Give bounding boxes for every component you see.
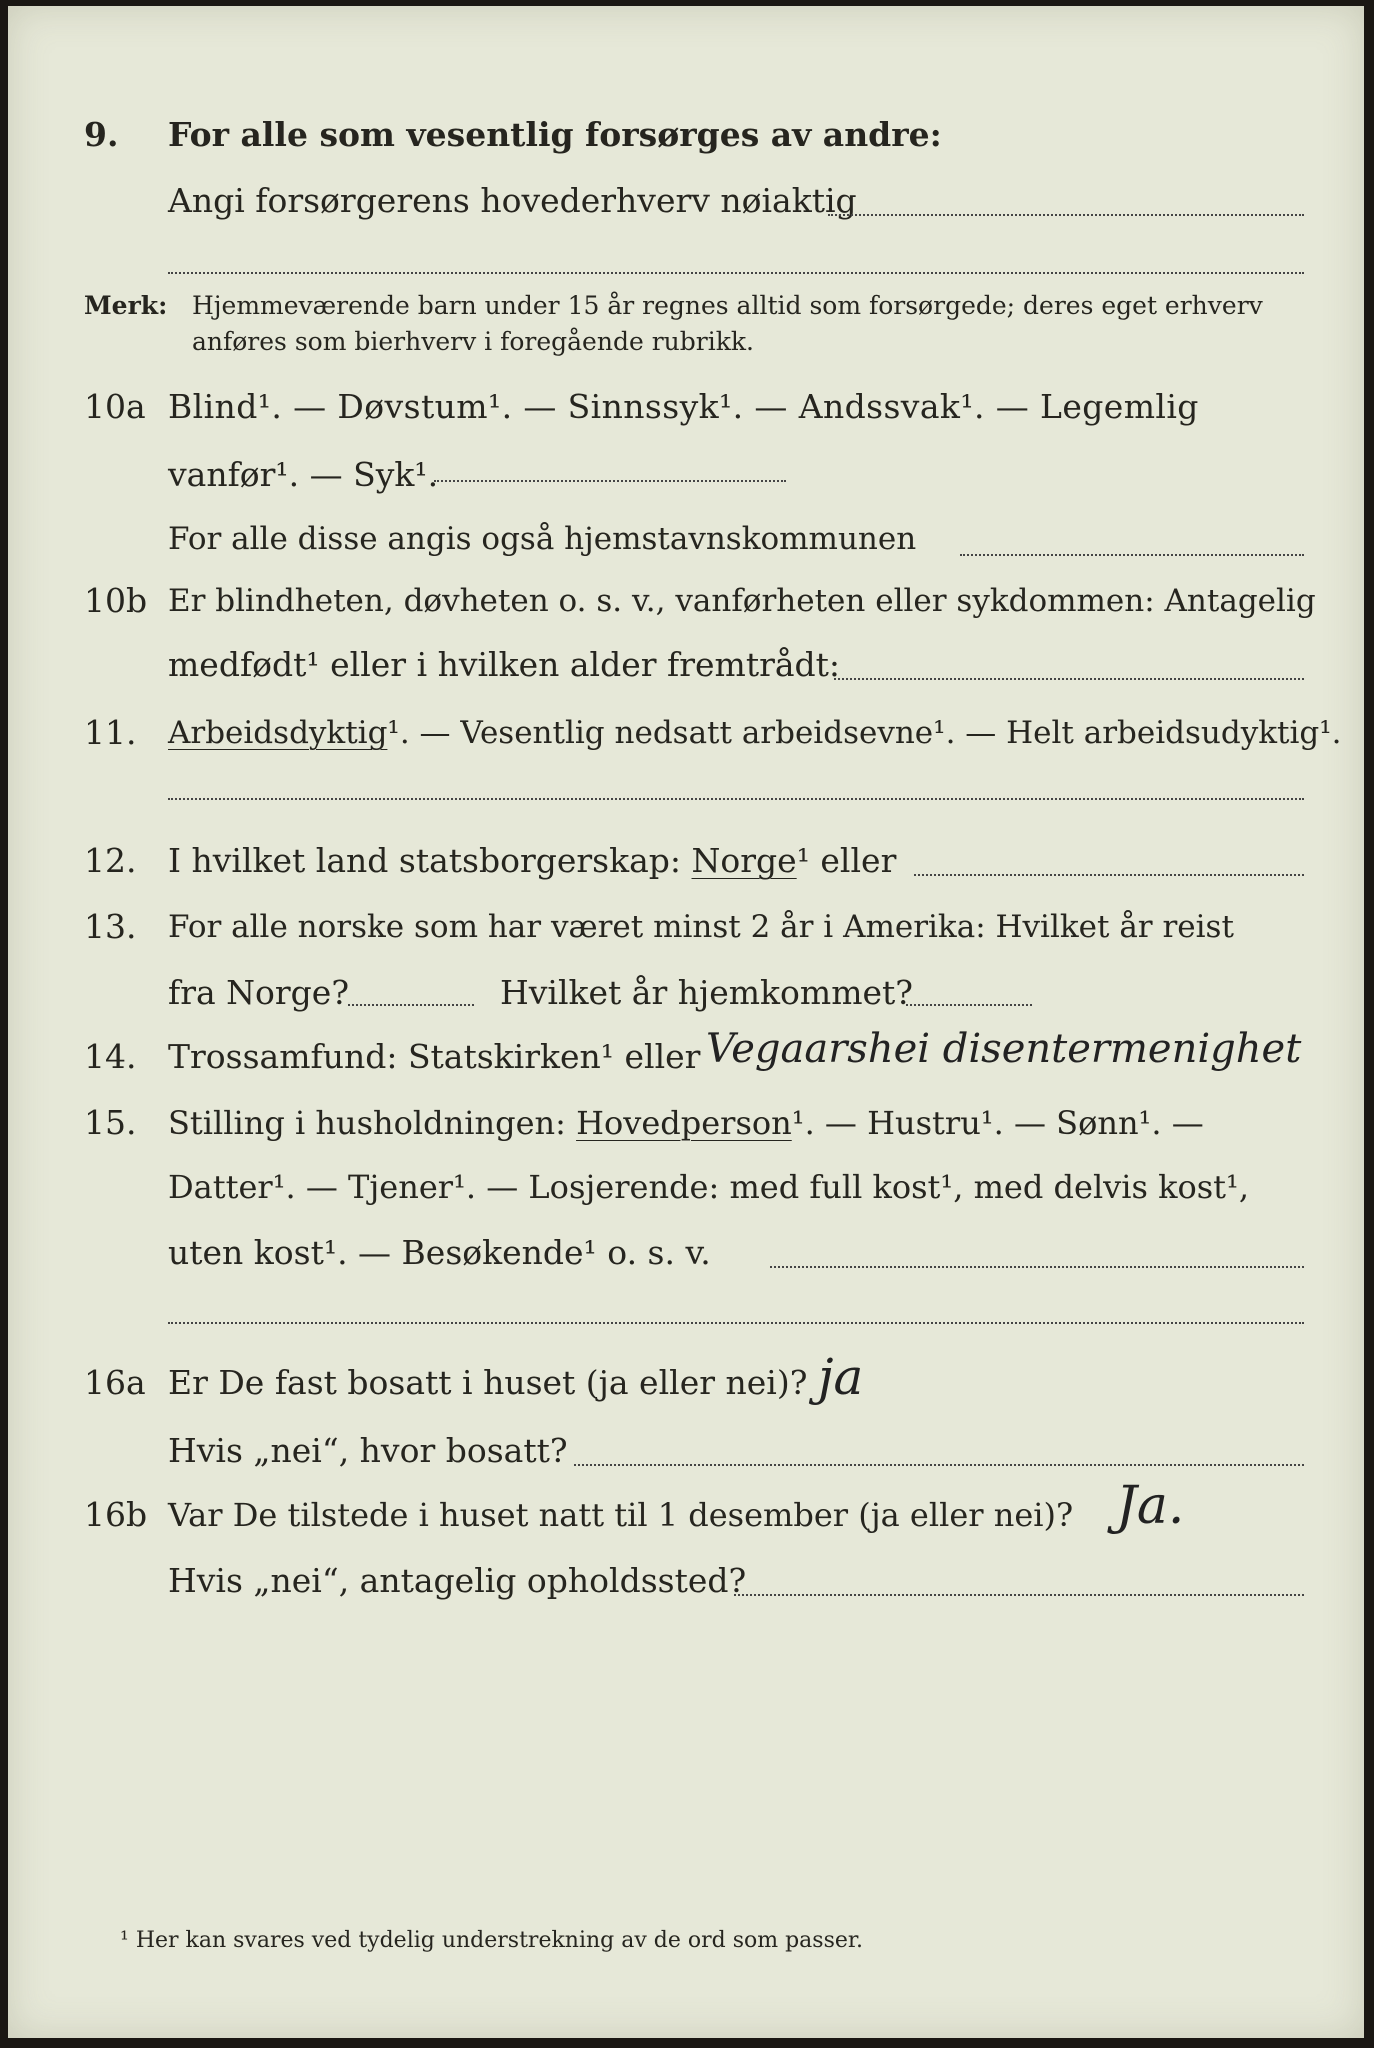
- q16b-text-1: Var De tilstede i huset natt til 1 desember (ja eller nei)?: [168, 1496, 1074, 1534]
- q9-row-2: [8, 176, 1364, 236]
- q16a-text-2: Hvis „nei“, hvor bosatt?: [168, 1431, 568, 1470]
- q10b-answer-line[interactable]: [834, 678, 1304, 680]
- q15-row-2: [8, 1162, 1364, 1222]
- q15-question: Stilling i husholdningen:: [168, 1104, 566, 1142]
- q15-answer-line[interactable]: [770, 1266, 1304, 1268]
- q14-row: [8, 1026, 1364, 1092]
- q10a-row-2: [8, 450, 1364, 510]
- q10a-text-1: Blind¹. — Døvstum¹. — Sinnssyk¹. — Andssvak¹. — Legemlig: [168, 387, 1199, 426]
- q9-row: [8, 110, 1364, 170]
- q15-row-3: [8, 1228, 1364, 1288]
- q16b-handwritten-answer: Ja.: [1116, 1476, 1185, 1536]
- q10b-row-2: [8, 640, 1364, 700]
- q10a-text-3: For alle disse angis også hjemstavnskommunen: [168, 521, 917, 557]
- q16a-number: 16a: [84, 1363, 146, 1402]
- q14-text: Trossamfund: Statskirken¹ eller: [168, 1037, 701, 1076]
- merk-text-2: anføres som bierhverv i foregående rubrikk.: [192, 327, 754, 356]
- q11-text: [168, 708, 1342, 758]
- q9-question: Angi forsørgerens hovederhverv nøiaktig: [168, 181, 857, 220]
- q11-number: 11.: [84, 713, 137, 752]
- q12-answer-line[interactable]: [914, 874, 1304, 876]
- q10b-text-2: medfødt¹ eller i hvilken alder fremtrådt:: [168, 645, 841, 684]
- q16b-row-2: [8, 1556, 1364, 1616]
- q12-text: [168, 836, 896, 886]
- q9-answer-line[interactable]: [828, 214, 1304, 216]
- q13-row-2: [8, 968, 1364, 1028]
- q11-answer-line[interactable]: [168, 798, 1304, 800]
- q15-text-2: Datter¹. — Tjener¹. — Losjerende: med full kost¹, med delvis kost¹,: [168, 1168, 1250, 1206]
- q10a-row: [8, 382, 1364, 442]
- q10a-row-3: [8, 514, 1364, 574]
- q11-text-rest: ¹. — Vesentlig nedsatt arbeidsevne¹. — Helt arbeidsudyktig¹.: [387, 715, 1342, 751]
- q16a-handwritten-answer: ja: [818, 1348, 864, 1406]
- q10a-syk-answer-line[interactable]: [434, 480, 786, 482]
- q13-hjemkommet-answer-line[interactable]: [906, 1004, 1032, 1006]
- q10a-number: 10a: [84, 387, 146, 426]
- q15-suffix: ¹. — Hustru¹. — Sønn¹. —: [791, 1104, 1204, 1142]
- q12-number: 12.: [84, 841, 137, 880]
- q12-underlined-answer: Norge: [691, 841, 797, 880]
- q14-handwritten-answer: Vegaarshei disentermenighet: [706, 1026, 1302, 1072]
- q13-text-1: For alle norske som har været minst 2 år i Amerika: Hvilket år reist: [168, 909, 1234, 945]
- q15-text-1: [168, 1098, 1204, 1148]
- q12-suffix: ¹ eller: [796, 841, 897, 880]
- q14-number: 14.: [84, 1037, 137, 1076]
- q16b-row: [8, 1476, 1364, 1550]
- q15-number: 15.: [84, 1103, 137, 1142]
- q16b-number: 16b: [84, 1495, 148, 1534]
- q10b-row: [8, 576, 1364, 636]
- q12-question: I hvilket land statsborgerskap:: [168, 841, 682, 880]
- q16a-text-1: Er De fast bosatt i huset (ja eller nei)?: [168, 1363, 808, 1402]
- q16a-row: [8, 1348, 1364, 1418]
- q16b-text-2: Hvis „nei“, antagelig opholdssted?: [168, 1561, 747, 1600]
- footnote-text: ¹ Her kan svares ved tydelig understrekning av de ord som passer.: [120, 1928, 863, 1953]
- q15-row: [8, 1098, 1364, 1158]
- q13-text-2a: fra Norge?: [168, 973, 350, 1012]
- q13-number: 13.: [84, 907, 137, 946]
- merk-row-2: [8, 324, 1364, 384]
- q10a-text-2: vanfør¹. — Syk¹.: [168, 455, 439, 494]
- q13-text-2b: Hvilket år hjemkommet?: [500, 973, 913, 1012]
- q15-underlined-answer: Hovedperson: [576, 1104, 792, 1142]
- q12-row: [8, 836, 1364, 896]
- q10b-text-1: Er blindheten, døvheten o. s. v., vanførheten eller sykdommen: Antagelig: [168, 583, 1316, 619]
- q10b-number: 10b: [84, 581, 148, 620]
- q9-number: 9.: [84, 115, 119, 154]
- q13-reist-answer-line[interactable]: [348, 1004, 474, 1006]
- q11-row: [8, 708, 1364, 768]
- q13-row: [8, 902, 1364, 962]
- q10a-hjemstavn-answer-line[interactable]: [960, 554, 1304, 556]
- q16b-answer-line[interactable]: [734, 1594, 1304, 1596]
- q11-underlined-answer: Arbeidsdyktig: [168, 715, 388, 751]
- footnote-row: [8, 1926, 1364, 1986]
- q9-answer-line-2[interactable]: [168, 272, 1304, 274]
- q16a-answer-line[interactable]: [574, 1464, 1304, 1466]
- census-form-page: [8, 6, 1364, 2038]
- merk-text-1: Hjemmeværende barn under 15 år regnes alltid som forsørgede; deres eget erhverv: [192, 291, 1263, 320]
- merk-label: Merk:: [84, 291, 168, 320]
- q15-text-3: uten kost¹. — Besøkende¹ o. s. v.: [168, 1233, 711, 1272]
- q15-answer-line-2[interactable]: [168, 1322, 1304, 1324]
- q9-heading: For alle som vesentlig forsørges av andre:: [168, 115, 942, 154]
